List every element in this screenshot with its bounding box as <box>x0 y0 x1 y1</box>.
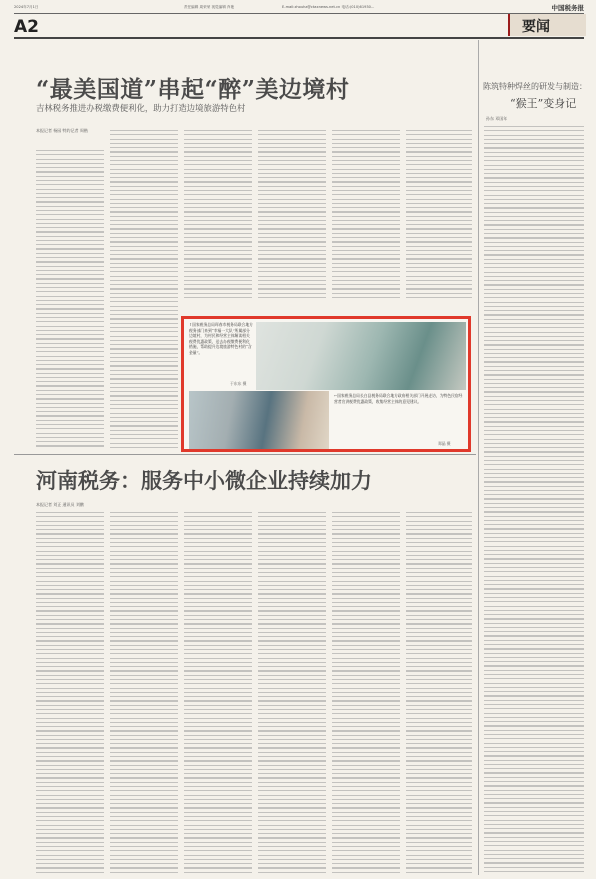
editor-line: 责任编辑 周荣荣 视觉编辑 肖艳 <box>184 5 235 9</box>
photo-caption-2: ←国家税务总局长白县税务局联合地方政府相关部门开展走访，为特色民宿经营者宣讲税费优惠政策，收集经营主体的意见建议。 <box>334 393 463 404</box>
photo-credit-1: 于东东 摄 <box>230 381 247 386</box>
photo-1 <box>256 322 466 390</box>
masthead-rule <box>14 13 584 14</box>
bottom-article-body-col2 <box>110 512 178 874</box>
photo-feature-box <box>181 316 471 452</box>
bottom-article-title: 河南税务：服务中小微企业持续加力 <box>36 468 372 493</box>
photo-caption-1: ↑国家税务总局珲春市税务局联合地方税务部门来到“幸福一大队”所属部分边境村，为村民和经营主体解读相关税费优惠政策，送去办税缴费便利化措施，帮助提升边境旅游特色村的“含金量”。 <box>189 322 253 355</box>
section-title: 要闻 <box>522 19 550 35</box>
page-number: A2 <box>14 17 39 37</box>
section-header-bar <box>508 14 586 36</box>
lead-article-subtitle: 吉林税务推进办税缴费便利化，助力打造边境旅游特色村 <box>36 103 246 113</box>
bottom-article-body-col5 <box>332 512 400 874</box>
bottom-article-byline: 本报记者 刘正 通讯员 刘鹏 <box>36 502 84 507</box>
header-rule <box>14 37 584 39</box>
lead-article-body-col1 <box>36 150 104 448</box>
lead-article-body-col3 <box>184 130 252 300</box>
bottom-article-body-col4 <box>258 512 326 874</box>
lead-article-body-col6 <box>406 130 472 300</box>
lead-article-title: “最美国道”串起“醉”美边境村 <box>36 76 350 103</box>
contact-line: E-mail:zhouhz@ctaxnews.net.cn 电话:(010)61930... <box>282 5 375 9</box>
lead-article-body-col5 <box>332 130 400 300</box>
issue-date: 2024年7月1日 <box>14 5 39 9</box>
lead-article-body-col4 <box>258 130 326 300</box>
masthead <box>14 3 584 13</box>
sidebar-byline: 孙东 邓国年 <box>486 116 508 121</box>
sidebar-divider <box>478 40 479 875</box>
lead-article-byline: 本报记者 杨园 特约记者 周楷 <box>36 128 88 133</box>
bottom-article-rule <box>14 454 476 455</box>
photo-2 <box>189 391 329 449</box>
sidebar-title-line1: 陈筑特种焊丝的研发与制造： <box>483 82 587 91</box>
bottom-article-body-col1 <box>36 512 104 874</box>
bottom-article-body-col3 <box>184 512 252 874</box>
sidebar-body <box>484 126 584 874</box>
paper-name: 中国税务报 <box>551 4 584 12</box>
sidebar-title-line2: “猴王”变身记 <box>510 97 577 110</box>
photo-credit-2: 郑晶 摄 <box>438 441 451 446</box>
bottom-article-body-col6 <box>406 512 472 874</box>
lead-article-body-col2 <box>110 130 178 448</box>
